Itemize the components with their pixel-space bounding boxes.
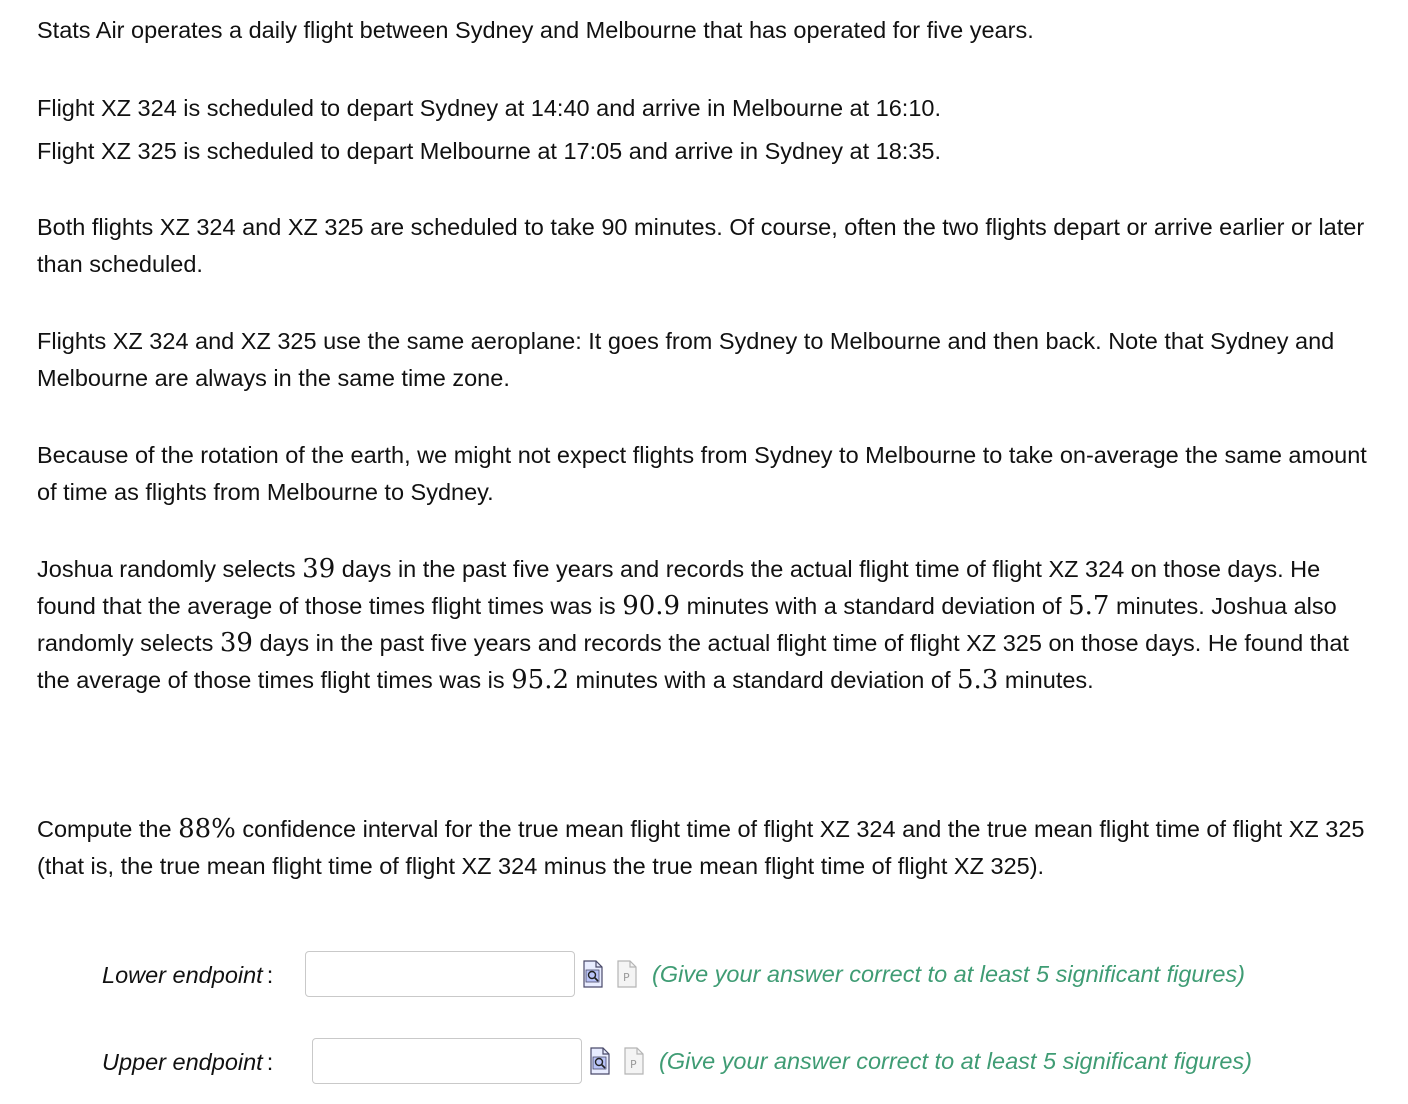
- same-aeroplane-paragraph: Flights XZ 324 and XZ 325 use the same aeroplane: It goes from Sydney to Melbourne and then back. Note that Sydney and Melbourne are always in the same time zone.: [37, 328, 1335, 391]
- lower-endpoint-input[interactable]: [305, 951, 575, 997]
- sample-sd-325: 5.3: [957, 665, 999, 695]
- sample-text-7: minutes.: [998, 667, 1094, 693]
- lower-endpoint-colon: :: [266, 961, 274, 988]
- upper-endpoint-hint: (Give your answer correct to at least 5 significant figures): [659, 1048, 1252, 1074]
- sample-mean-325: 95.2: [511, 665, 570, 695]
- earth-rotation-paragraph: Because of the rotation of the earth, we might not expect flights from Sydney to Melbourne to take on-average the same amount of time as flights from Melbourne to Sydney.: [37, 442, 1367, 505]
- format-help-icon[interactable]: [617, 960, 637, 988]
- task-paragraph: [37, 811, 1382, 885]
- sample-text-4: minutes. Joshua also randomly selects: [37, 593, 1337, 656]
- svg-text:P: P: [630, 1058, 637, 1071]
- sample-text-1: Joshua randomly selects: [37, 556, 303, 582]
- flight-325-schedule: Flight XZ 325 is scheduled to depart Melbourne at 17:05 and arrive in Sydney at 18:35.: [37, 138, 942, 164]
- task-text-2: confidence interval for the true mean flight time of flight XZ 324 and the true mean flight time of flight XZ 325 (that is, the true mean flight time of flight XZ 324 minus the true mean flight time of flight XZ 325).: [37, 816, 1365, 879]
- sample-text-6: minutes with a standard deviation of: [569, 667, 957, 693]
- intro-paragraph: Stats Air operates a daily flight between Sydney and Melbourne that has operated for five years.: [37, 17, 1034, 43]
- sample-text-3: minutes with a standard deviation of: [680, 593, 1069, 619]
- sample-data-paragraph: [37, 551, 1382, 699]
- upper-endpoint-row: [102, 1038, 1392, 1086]
- upper-endpoint-colon: :: [266, 1048, 274, 1075]
- question-text: [37, 12, 1382, 885]
- confidence-level: 88%: [178, 814, 236, 844]
- upper-endpoint-input[interactable]: [312, 1038, 582, 1084]
- scheduled-duration-paragraph: Both flights XZ 324 and XZ 325 are scheduled to take 90 minutes. Of course, often the two flights depart or arrive earlier or later than scheduled.: [37, 214, 1365, 277]
- sample-sd-324: 5.7: [1068, 591, 1110, 621]
- sample-size-325: 39: [219, 628, 253, 658]
- lower-endpoint-label: Lower endpoint: [102, 961, 263, 988]
- upper-endpoint-label: Upper endpoint: [102, 1048, 263, 1075]
- preview-icon[interactable]: [583, 960, 603, 988]
- sample-mean-324: 90.9: [622, 591, 681, 621]
- svg-text:P: P: [623, 971, 630, 984]
- preview-icon[interactable]: [590, 1047, 610, 1075]
- format-help-icon[interactable]: [624, 1047, 644, 1075]
- task-text-1: Compute the: [37, 816, 179, 842]
- sample-text-2: days in the past five years and records the actual flight time of flight XZ 324 on those days. He found that the average of those times flight times was is: [37, 556, 1321, 619]
- sample-text-5: days in the past five years and records the actual flight time of flight XZ 325 on those days. He found that the average of those times flight times was is: [37, 630, 1349, 693]
- lower-endpoint-row: [102, 951, 1392, 999]
- flight-324-schedule: Flight XZ 324 is scheduled to depart Sydney at 14:40 and arrive in Melbourne at 16:10.: [37, 95, 942, 121]
- sample-size-324: 39: [302, 554, 336, 584]
- lower-endpoint-hint: (Give your answer correct to at least 5 significant figures): [652, 961, 1245, 987]
